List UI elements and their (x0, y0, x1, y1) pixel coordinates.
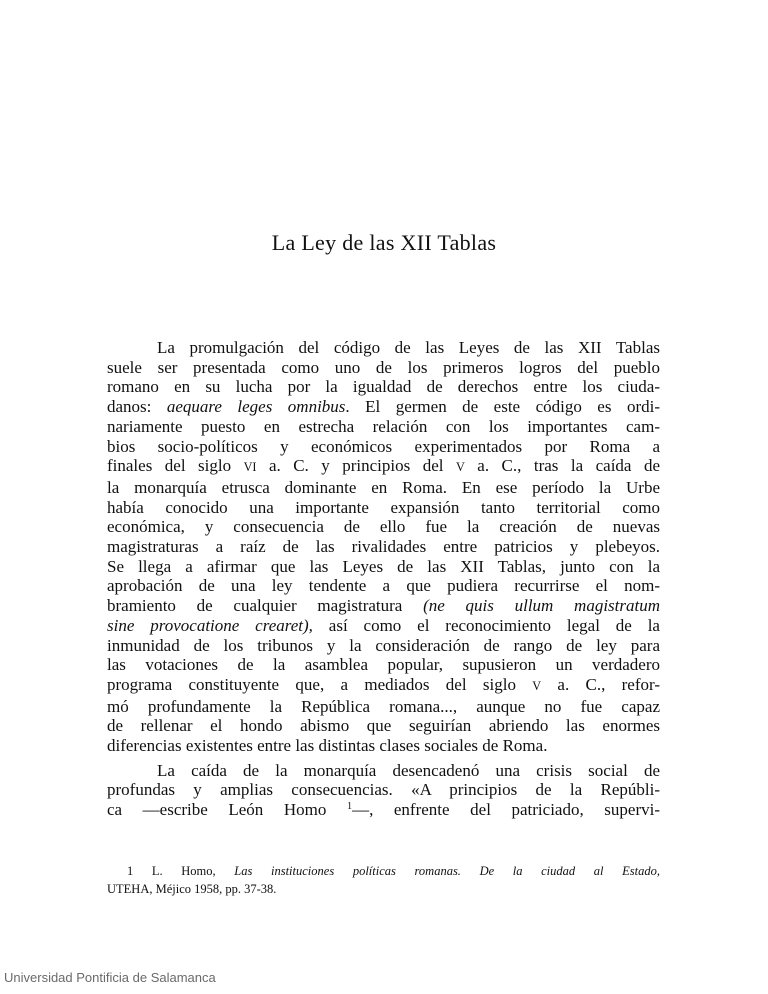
body-line (107, 716, 660, 736)
body-line (107, 498, 660, 518)
footnote-line (107, 862, 660, 880)
body-line (107, 576, 660, 596)
text-segment: mó profundamente la República romana..., aunque no fue capaz (107, 696, 660, 716)
body-line (107, 655, 660, 675)
body-line (107, 358, 660, 378)
body-line (107, 478, 660, 498)
text-segment: V (455, 460, 465, 475)
body-line (107, 417, 660, 437)
chapter-title: La Ley de las XII Tablas (271, 230, 497, 255)
footnote (107, 862, 660, 898)
text-segment: finales del siglo (107, 456, 244, 476)
text-segment: había conocido una importante expansión tanto territorial como (107, 497, 660, 517)
body-text (107, 338, 660, 820)
text-segment: la monarquía etrusca dominante en Roma. En ese período la Urbe (107, 477, 660, 497)
text-segment: danos: (107, 397, 167, 417)
body-line (107, 377, 660, 397)
text-segment: económica, y consecuencia de ello fue la creación de nuevas (107, 517, 660, 537)
italic-text: aequare leges omnibus (166, 397, 346, 417)
text-segment: aprobación de una ley tendente a que pudiera recurrirse el nom- (107, 576, 660, 596)
text-segment: magistraturas a raíz de las rivalidades entre patricios y plebeyos. (107, 537, 660, 557)
text-segment: —, enfrente del patriciado, supervi- (352, 800, 660, 820)
body-line (107, 456, 660, 478)
text-segment: . El germen de este código es ordi- (345, 397, 660, 417)
text-segment: UTEHA, Méjico 1958, pp. 37-38. (107, 882, 277, 896)
text-segment: romano en su lucha por la igualdad de derechos entre los ciuda- (107, 377, 660, 397)
text-segment: V (532, 678, 542, 693)
text-segment: bios socio-políticos y económicos experimentados por Roma a (107, 436, 660, 456)
text-segment: de rellenar el hondo abismo que seguirían abriendo las enormes (107, 716, 660, 736)
body-line (107, 397, 660, 417)
text-segment: profundas y amplias consecuencias. «A principios de la Repúbli- (107, 780, 660, 800)
text-segment: inmunidad de los tribunos y la consideración de rango de ley para (107, 635, 660, 655)
text-segment: VI (243, 460, 257, 475)
text-segment: Se llega a afirmar que las Leyes de las XII Tablas, junto con la (107, 556, 660, 576)
text-segment: así como el reconocimiento legal de la (312, 615, 660, 635)
text-segment: diferencias existentes entre las distintas clases sociales de Roma. (107, 736, 548, 756)
body-line (107, 616, 660, 636)
text-segment: suele ser presentada como uno de los primeros logros del pueblo (107, 357, 660, 377)
italic-text: Las instituciones políticas romanas. De la ciudad al Estado, (234, 864, 660, 878)
body-line (107, 338, 660, 358)
text-segment: La caída de la monarquía desencadenó una crisis social de (157, 760, 660, 780)
text-segment: a. C. y principios del (256, 456, 456, 476)
body-line (107, 517, 660, 537)
body-line (107, 761, 660, 781)
italic-text: (ne quis ullum magistratum (423, 596, 660, 616)
text-segment: 1 L. Homo, (127, 864, 235, 878)
body-line (107, 537, 660, 557)
watermark: Universidad Pontificia de Salamanca (4, 970, 216, 985)
text-segment: bramiento de cualquier magistratura (107, 596, 424, 616)
body-line (107, 780, 660, 800)
text-segment: programa constituyente que, a mediados del siglo (107, 674, 533, 694)
text-segment: ca —escribe León Homo (107, 800, 347, 820)
body-line (107, 596, 660, 616)
body-line (107, 437, 660, 457)
text-segment: nariamente puesto en estrecha relación con los importantes cam- (107, 416, 660, 436)
text-segment: La promulgación del código de las Leyes de las XII Tablas (157, 338, 660, 357)
italic-text: sine provocatione crearet), (107, 615, 313, 635)
footnote-line (107, 880, 660, 898)
body-line (107, 800, 660, 820)
text-segment: a. C., tras la caída de (464, 456, 660, 476)
body-line (107, 736, 660, 756)
body-line (107, 675, 660, 697)
body-line (107, 697, 660, 717)
footnote-ref: 1 (346, 801, 353, 813)
text-segment: las votaciones de la asamblea popular, supusieron un verdadero (107, 655, 660, 675)
text-segment: a. C., refor- (541, 674, 660, 694)
body-line (107, 557, 660, 577)
body-line (107, 636, 660, 656)
